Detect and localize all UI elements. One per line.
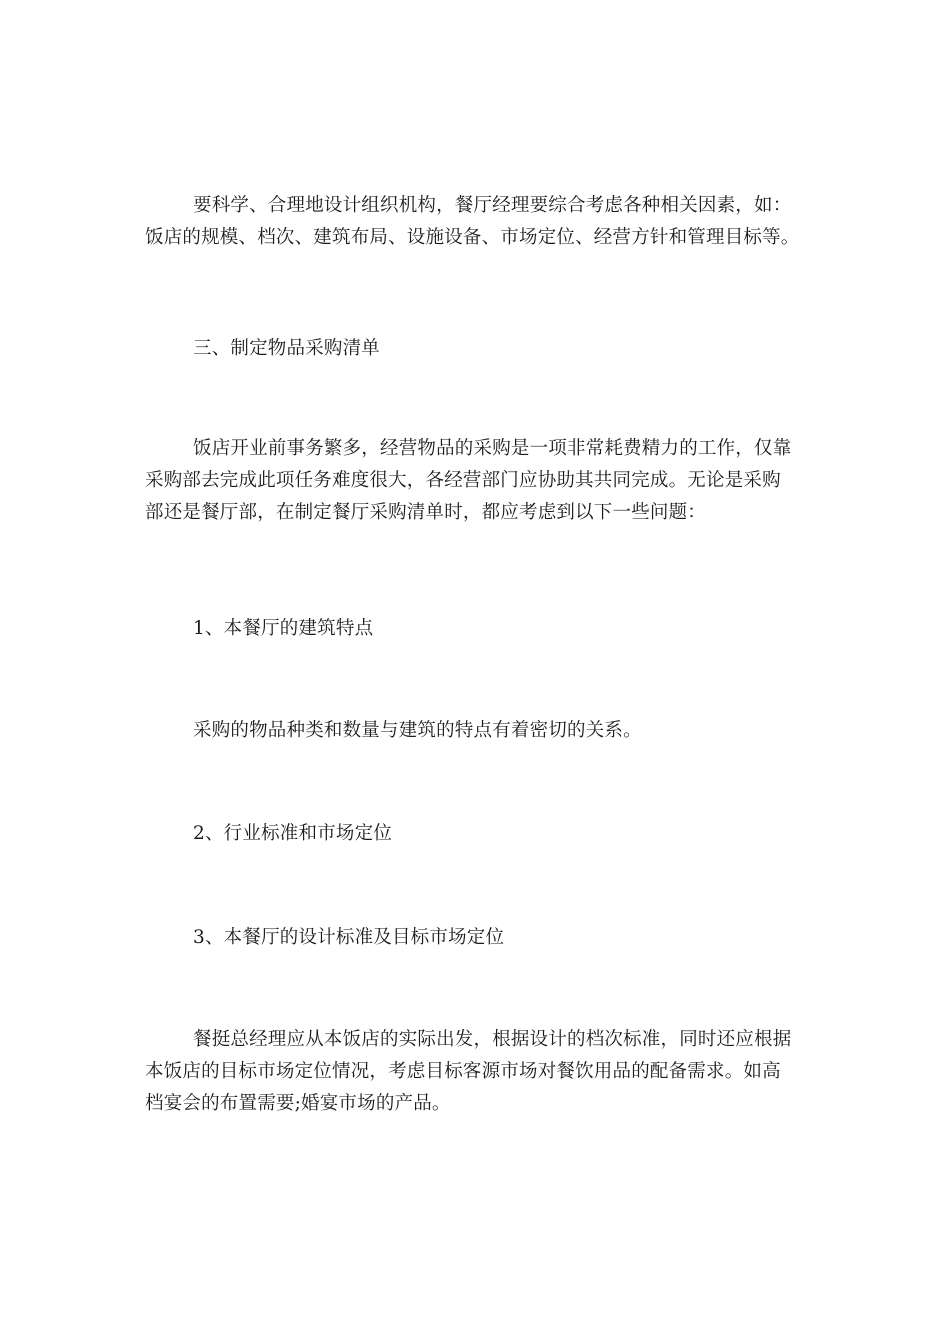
list-item-line: 2、行业标准和市场定位 <box>193 823 392 844</box>
heading-line: 三、制定物品采购清单 <box>193 338 381 359</box>
section-heading-purchase-list <box>145 333 810 365</box>
paragraph-line: 部还是餐厅部，在制定餐厅采购清单时，都应考虑到以下一些问题： <box>145 502 707 523</box>
paragraph-pre-opening-purchasing <box>145 433 810 529</box>
list-item-line: 3、本餐厅的设计标准及目标市场定位 <box>193 927 505 948</box>
list-item-design-standards <box>145 922 810 954</box>
paragraph-line: 餐挺总经理应从本饭店的实际出发，根据设计的档次标准，同时还应根据 <box>193 1029 792 1050</box>
paragraph-line: 饭店开业前事务繁多，经营物品的采购是一项非常耗费精力的工作，仅靠 <box>193 438 792 459</box>
list-item-industry-standards <box>145 818 810 850</box>
paragraph-building-relation <box>145 715 810 747</box>
paragraph-line: 采购部去完成此项任务难度很大，各经营部门应协助其共同完成。无论是采购 <box>145 470 781 491</box>
paragraph-line: 要科学、合理地设计组织机构，餐厅经理要综合考虑各种相关因素，如： <box>193 195 792 216</box>
paragraph-line: 采购的物品种类和数量与建筑的特点有着密切的关系。 <box>193 720 642 741</box>
paragraph-organization-design <box>145 190 810 254</box>
paragraph-line: 饭店的规模、档次、建筑布局、设施设备、市场定位、经营方针和管理目标等。 <box>145 227 800 248</box>
paragraph-line: 档宴会的布置需要;婚宴市场的产品。 <box>145 1093 451 1114</box>
paragraph-line: 本饭店的目标市场定位情况，考虑目标客源市场对餐饮用品的配备需求。如高 <box>145 1061 781 1082</box>
list-item-line: 1、本餐厅的建筑特点 <box>193 618 374 639</box>
paragraph-general-manager <box>145 1024 810 1120</box>
list-item-building-features <box>145 613 810 645</box>
